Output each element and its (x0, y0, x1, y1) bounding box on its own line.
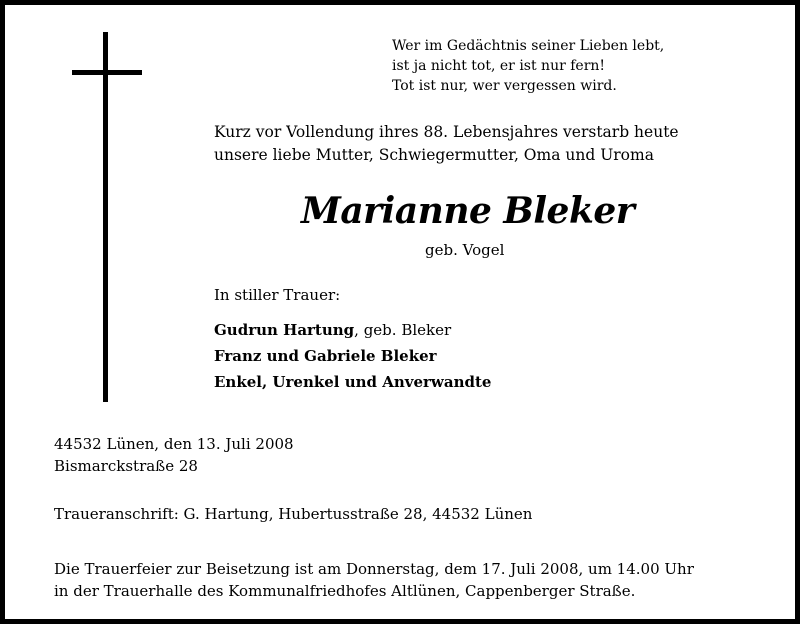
place-date-line: 44532 Lünen, den 13. Juli 2008 (54, 435, 294, 453)
mourning-address: Traueranschrift: G. Hartung, Hubertusstraße 28, 44532 Lünen (54, 505, 533, 523)
deceased-name: Marianne Bleker (301, 190, 635, 232)
quote-line-3: Tot ist nur, wer vergessen wird. (392, 78, 617, 94)
funeral-line-2: in der Trauerhalle des Kommunalfriedhofes Altlünen, Cappenberger Straße. (54, 582, 636, 600)
mourner-line (214, 317, 491, 343)
mourner-name: Gudrun Hartung (214, 321, 355, 339)
place-and-date (54, 433, 294, 477)
funeral-info (54, 558, 694, 602)
street-address: Bismarckstraße 28 (54, 457, 198, 475)
mourner-line (214, 369, 491, 395)
quote-line-2: ist ja nicht tot, er ist nur fern! (392, 58, 606, 74)
cross-vertical-bar (103, 32, 108, 402)
mourner-name: Enkel, Urenkel und Anverwandte (214, 373, 492, 391)
mourning-label: In stiller Trauer: (214, 286, 341, 304)
mourner-name: Franz und Gabriele Bleker (214, 347, 437, 365)
announcement-intro (214, 121, 679, 167)
quote-line-1: Wer im Gedächtnis seiner Lieben lebt, (392, 38, 665, 54)
memorial-quote (392, 36, 664, 96)
intro-line-2: unsere liebe Mutter, Schwiegermutter, Oma und Uroma (214, 146, 654, 164)
cross-horizontal-bar (72, 70, 142, 75)
funeral-line-1: Die Trauerfeier zur Beisetzung ist am Donnerstag, dem 17. Juli 2008, um 14.00 Uhr (54, 560, 694, 578)
maiden-name: geb. Vogel (425, 241, 505, 259)
mourner-suffix: , geb. Bleker (354, 321, 452, 339)
mourners-list (214, 317, 491, 395)
mourner-line (214, 343, 491, 369)
intro-line-1: Kurz vor Vollendung ihres 88. Lebensjahres verstarb heute (214, 123, 679, 141)
